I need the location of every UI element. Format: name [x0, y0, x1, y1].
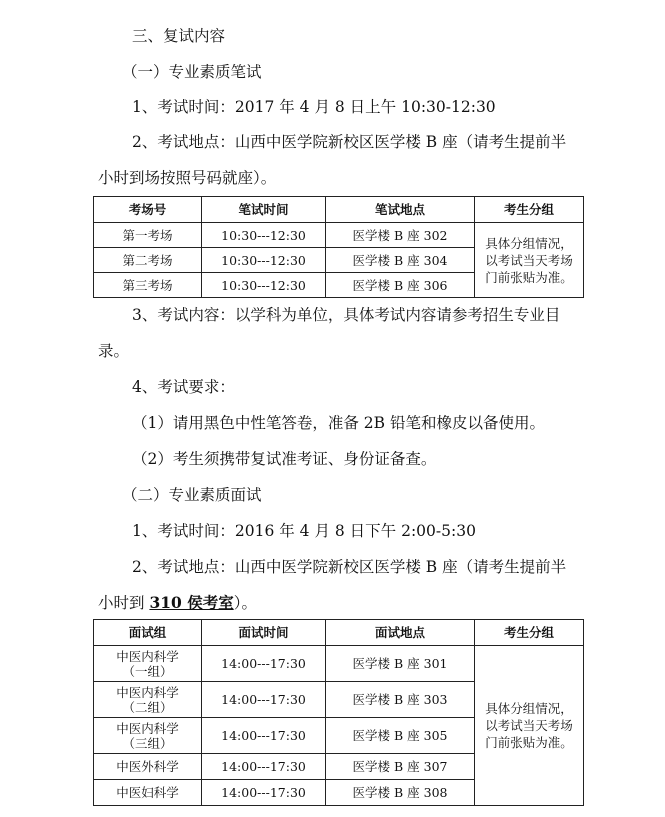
header-cell: 考生分组 [475, 620, 584, 646]
interview-place: 2、考试地点：山西中医学院新校区医学楼 B 座（请考生提前半 [132, 558, 567, 576]
written-exam-content: 3、考试内容：以学科为单位，具体考试内容请参考招生专业目 [132, 306, 561, 324]
interview-place-text: 小时到 [98, 594, 150, 612]
written-exam-table [93, 196, 584, 298]
group-cell [94, 646, 202, 682]
written-exam-requirements: 4、考试要求： [132, 378, 235, 396]
time-cell: 14:00---17:30 [202, 718, 326, 754]
written-exam-place-cont: 小时到场按照号码就座）。 [98, 169, 277, 187]
group-sub: （一组） [122, 663, 173, 679]
group-cell: 中医妇科学 [94, 780, 202, 806]
place-cell: 医学楼 B 座 304 [326, 248, 475, 273]
group-sub: （三组） [122, 735, 173, 751]
place-cell: 医学楼 B 座 301 [326, 646, 475, 682]
table-header-row [94, 197, 584, 223]
interview-table [93, 619, 584, 806]
group-note-cell [475, 223, 584, 298]
header-cell: 笔试地点 [326, 197, 475, 223]
group-cell [94, 718, 202, 754]
time-cell: 14:00---17:30 [202, 682, 326, 718]
place-cell: 医学楼 B 座 303 [326, 682, 475, 718]
group-note-line: 具体分组情况， [485, 701, 573, 716]
interview-time: 1、考试时间：2016 年 4 月 8 日下午 2:00-5:30 [132, 522, 476, 540]
place-cell: 医学楼 B 座 306 [326, 273, 475, 298]
group-note-line: 门前张贴为准。 [485, 269, 573, 285]
header-cell: 面试时间 [202, 620, 326, 646]
header-cell: 考场号 [94, 197, 202, 223]
group-name: 中医内科学 [116, 720, 179, 736]
room-cell: 第二考场 [94, 248, 202, 273]
written-exam-place: 2、考试地点：山西中医学院新校区医学楼 B 座（请考生提前半 [132, 133, 567, 151]
time-cell: 10:30---12:30 [202, 273, 326, 298]
group-cell [94, 682, 202, 718]
room-cell: 第三考场 [94, 273, 202, 298]
table-row [94, 646, 584, 682]
subsection-heading-written: （一）专业素质笔试 [122, 63, 262, 81]
header-cell: 笔试时间 [202, 197, 326, 223]
section-heading: 三、复试内容 [132, 27, 226, 45]
group-sub: （二组） [122, 699, 173, 715]
group-note-line: 具体分组情况， [485, 235, 573, 251]
group-cell: 中医外科学 [94, 754, 202, 780]
place-cell: 医学楼 B 座 302 [326, 223, 475, 248]
place-cell: 医学楼 B 座 307 [326, 754, 475, 780]
group-name: 中医内科学 [116, 684, 179, 700]
table-header-row [94, 620, 584, 646]
time-cell: 10:30---12:30 [202, 248, 326, 273]
requirement-item: （1）请用黑色中性笔答卷，准备 2B 铅笔和橡皮以备使用。 [132, 414, 545, 432]
group-note-line: 门前张贴为准。 [485, 735, 573, 750]
group-note-cell [475, 646, 584, 806]
written-exam-content-cont: 录。 [98, 342, 130, 360]
requirement-item: （2）考生须携带复试准考证、身份证备查。 [132, 450, 437, 468]
interview-place-text-end: ）。 [233, 594, 257, 612]
time-cell: 14:00---17:30 [202, 780, 326, 806]
time-cell: 10:30---12:30 [202, 223, 326, 248]
place-cell: 医学楼 B 座 308 [326, 780, 475, 806]
group-note-line: 以考试当天考场 [485, 718, 573, 733]
header-cell: 考生分组 [475, 197, 584, 223]
header-cell: 面试组 [94, 620, 202, 646]
written-exam-time: 1、考试时间：2017 年 4 月 8 日上午 10:30-12:30 [132, 98, 496, 116]
group-note-line: 以考试当天考场 [485, 252, 573, 268]
time-cell: 14:00---17:30 [202, 754, 326, 780]
room-cell: 第一考场 [94, 223, 202, 248]
header-cell: 面试地点 [326, 620, 475, 646]
waiting-room-emphasis: 310 侯考室 [149, 593, 234, 612]
place-cell: 医学楼 B 座 305 [326, 718, 475, 754]
subsection-heading-interview: （二）专业素质面试 [122, 486, 262, 504]
interview-place-cont [98, 593, 257, 613]
group-name: 中医内科学 [116, 648, 179, 664]
time-cell: 14:00---17:30 [202, 646, 326, 682]
table-row [94, 223, 584, 248]
